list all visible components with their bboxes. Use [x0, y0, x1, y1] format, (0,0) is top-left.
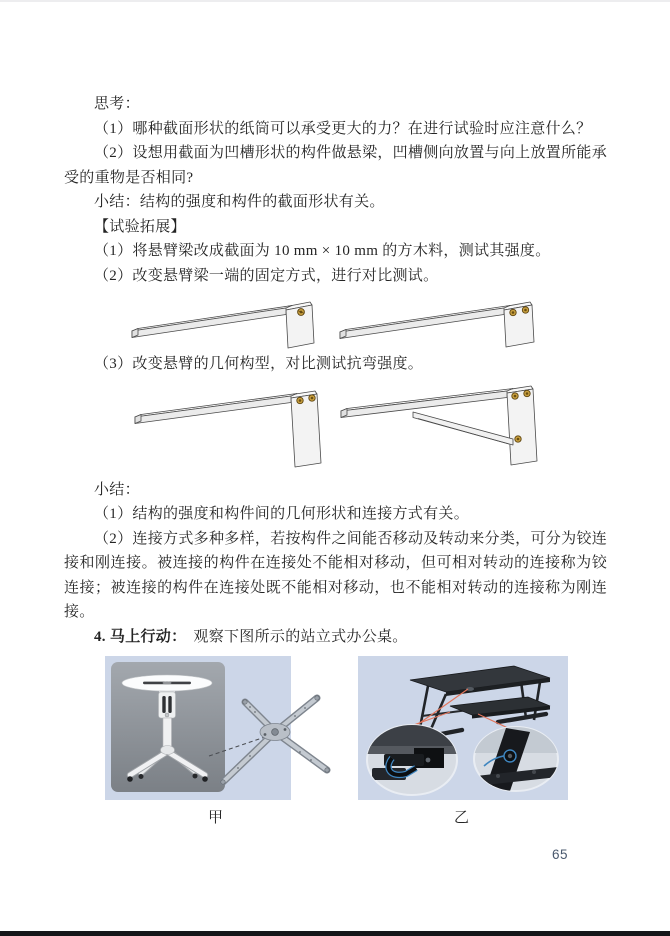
figure-label-b: 乙	[454, 810, 470, 826]
section-header-experiment-extension: 【试验拓展】	[94, 218, 186, 235]
page-number: 65	[552, 847, 569, 862]
standing-desk-photo	[358, 656, 568, 800]
page-bottom-edge	[0, 931, 670, 936]
extension-item-2: （2）改变悬臂梁一端的固定方式，进行对比测试。	[94, 267, 439, 284]
screw-icon	[298, 309, 305, 316]
cantilever-figures-row-2	[64, 379, 607, 478]
extension-item-3: （3）改变悬臂的几何构型，对比测试抗弯强度。	[94, 356, 424, 372]
cantilever-one-screw-figure	[126, 289, 316, 351]
cantilever-figures-row-1	[64, 289, 607, 352]
think-question-1: （1）哪种截面形状的纸筒可以承受更大的力？在进行试验时应注意什么？	[94, 120, 592, 137]
summary-2-item-1: （1）结构的强度和构件间的几何形状和连接方式有关。	[94, 506, 470, 522]
desk-photos-row	[64, 656, 607, 800]
page-body-text	[64, 92, 607, 830]
summary-1: 小结：结构的强度和构件的截面形状有关。	[94, 194, 385, 210]
pedestal-table-photo	[105, 656, 337, 800]
action-line	[64, 625, 607, 650]
cantilever-braced-figure	[339, 379, 549, 476]
action-label: 4. 马上行动：	[94, 628, 187, 645]
figure-labels-row	[64, 806, 607, 830]
detail-callout-right	[474, 727, 558, 791]
action-text: 观察下图所示的站立式办公桌。	[193, 628, 408, 645]
summary-2-label: 小结：	[94, 481, 140, 498]
summary-2-item-2: （2）连接方式多种多样，若按构件之间能否移动及转动来分类，可分为铰连接和刚连接。被连接的构件在连接处不能相对移动，但可相对转动的连接称为铰连接；被连接的构件在连接处既不能相对移动，也不能相对转动的连接称为刚连接。	[64, 530, 607, 620]
page-top-edge	[0, 0, 670, 2]
figure-label-a: 甲	[208, 810, 224, 826]
detail-callout-left	[366, 725, 458, 795]
think-label: 思考：	[94, 96, 140, 112]
cantilever-plain-figure	[129, 379, 326, 476]
extension-item-1: （1）将悬臂梁改成截面为 10 mm × 10 mm 的方木料，测试其强度。	[94, 243, 551, 259]
think-question-2: （2）设想用截面为凹槽形状的构件做悬梁，凹槽侧向放置与向上放置所能承受的重物是否相同?	[64, 145, 607, 186]
cantilever-two-screws-figure	[336, 292, 546, 350]
